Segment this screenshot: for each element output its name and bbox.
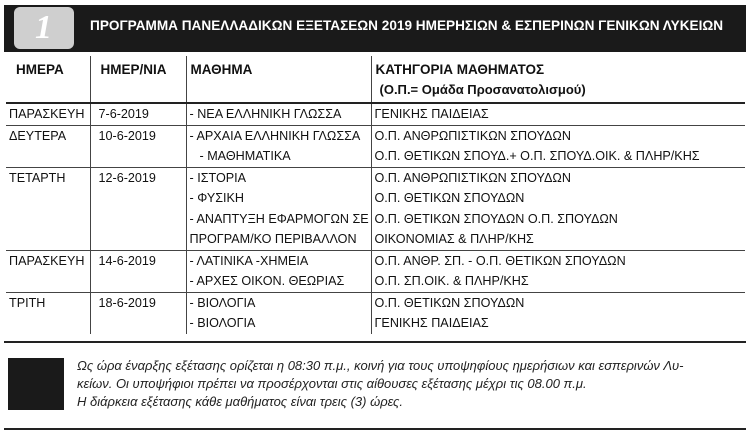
note-line: Η διάρκεια εξέτασης κάθε μαθήματος είναι τρεις (3) ώρες. bbox=[77, 394, 403, 409]
subject-line: - ΒΙΟΛΟΓΙΑ bbox=[189, 316, 256, 330]
note-line: Ως ώρα έναρξης εξέτασης ορίζεται η 08:30 π.μ., κοινή για τους υποψηφίους ημερήσιων και εσπερινών Λυ- bbox=[77, 358, 684, 373]
exam-schedule-table bbox=[6, 56, 745, 334]
date-cell: 12-6-2019 bbox=[90, 167, 186, 250]
note-marker-box bbox=[8, 358, 64, 410]
column-header-category bbox=[371, 56, 745, 103]
subject-line: - ΜΑΘΗΜΑΤΙΚΑ bbox=[199, 149, 291, 163]
date-cell: 7-6-2019 bbox=[90, 103, 186, 125]
header-band bbox=[4, 5, 746, 52]
schedule-title: ΠΡΟΓΡΑΜΜΑ ΠΑΝΕΛΛΑΔΙΚΩΝ ΕΞΕΤΑΣΕΩΝ 2019 ΗΜΕΡΗΣΙΩΝ & ΕΣΠΕΡΙΝΩΝ ΓΕΝΙΚΩΝ ΛΥΚΕΙΩΝ bbox=[90, 18, 724, 33]
subject-cell bbox=[186, 167, 371, 250]
subject-line: - ΙΣΤΟΡΙΑ bbox=[189, 170, 247, 185]
day-cell: ΤΕΤΑΡΤΗ bbox=[6, 167, 90, 250]
date-cell: 18-6-2019 bbox=[90, 292, 186, 334]
exam-time-note bbox=[77, 357, 739, 411]
subject-line: - ΒΙΟΛΟΓΙΑ bbox=[189, 295, 256, 310]
subject-cell bbox=[186, 250, 371, 292]
day-cell: ΤΡΙΤΗ bbox=[6, 292, 90, 334]
subject-line: - ΑΝΑΠΤΥΞΗ ΕΦΑΡΜΟΓΩΝ ΣΕ bbox=[189, 211, 369, 226]
category-line: Ο.Π. ΑΝΘΡΩΠΙΣΤΙΚΩΝ ΣΠΟΥΔΩΝ bbox=[374, 170, 571, 185]
category-header-note: (Ο.Π.= Ομάδα Προσανατολισμού) bbox=[379, 82, 586, 97]
category-line: Ο.Π. ΘΕΤΙΚΩΝ ΣΠΟΥΔΩΝ Ο.Π. ΣΠΟΥΔΩΝ bbox=[374, 211, 618, 226]
category-cell bbox=[371, 103, 745, 125]
category-line: Ο.Π. ΘΕΤΙΚΩΝ ΣΠΟΥΔΩΝ bbox=[374, 191, 525, 205]
bottom-divider bbox=[4, 428, 746, 430]
note-line: κείων. Οι υποψήφιοι πρέπει να προσέρχονται στις αίθουσες εξέτασης μέχρι τις 08.00 π.μ. bbox=[77, 376, 587, 391]
subject-line: - ΛΑΤΙΝΙΚΑ -ΧΗΜΕΙΑ bbox=[189, 253, 309, 268]
category-cell bbox=[371, 292, 745, 334]
table-row bbox=[6, 103, 745, 125]
subject-cell bbox=[186, 125, 371, 167]
subject-line: - ΑΡΧΕΣ ΟΙΚΟΝ. ΘΕΩΡΙΑΣ bbox=[189, 274, 345, 288]
category-line: Ο.Π. ΘΕΤΙΚΩΝ ΣΠΟΥΔΩΝ bbox=[374, 295, 525, 310]
category-cell bbox=[371, 250, 745, 292]
subject-line: - ΑΡΧΑΙΑ ΕΛΛΗΝΙΚΗ ΓΛΩΣΣΑ bbox=[189, 128, 361, 143]
category-header-label: ΚΑΤΗΓΟΡΙΑ ΜΑΘΗΜΑΤΟΣ bbox=[375, 62, 545, 77]
category-line: Ο.Π. ΘΕΤΙΚΩΝ ΣΠΟΥΔ.+ Ο.Π. ΣΠΟΥΔ.ΟΙΚ. & ΠΛΗΡ/ΚΗΣ bbox=[374, 149, 700, 163]
table-row bbox=[6, 250, 745, 292]
date-cell: 14-6-2019 bbox=[90, 250, 186, 292]
table-row bbox=[6, 125, 745, 167]
column-header-subject: ΜΑΘΗΜΑ bbox=[186, 56, 371, 103]
date-cell: 10-6-2019 bbox=[90, 125, 186, 167]
subject-cell bbox=[186, 292, 371, 334]
category-cell bbox=[371, 125, 745, 167]
day-cell: ΠΑΡΑΣΚΕΥΗ bbox=[6, 250, 90, 292]
category-line: ΟΙΚΟΝΟΜΙΑΣ & ΠΛΗΡ/ΚΗΣ bbox=[374, 232, 534, 246]
day-cell: ΔΕΥΤΕΡΑ bbox=[6, 125, 90, 167]
category-line: ΓΕΝΙΚΗΣ ΠΑΙΔΕΙΑΣ bbox=[374, 316, 489, 330]
category-line: Ο.Π. ΑΝΘΡ. ΣΠ. - Ο.Π. ΘΕΤΙΚΩΝ ΣΠΟΥΔΩΝ bbox=[374, 253, 626, 268]
table-header-row bbox=[6, 56, 745, 103]
note-divider bbox=[4, 341, 746, 343]
section-number-badge: 1 bbox=[14, 7, 74, 49]
subject-line: - ΦΥΣΙΚΗ bbox=[189, 191, 245, 205]
category-line: Ο.Π. ΑΝΘΡΩΠΙΣΤΙΚΩΝ ΣΠΟΥΔΩΝ bbox=[374, 128, 571, 143]
column-header-day: ΗΜΕΡΑ bbox=[6, 56, 90, 103]
subject-line: - ΝΕΑ ΕΛΛΗΝΙΚΗ ΓΛΩΣΣΑ bbox=[189, 107, 342, 121]
category-line: Ο.Π. ΣΠ.ΟΙΚ. & ΠΛΗΡ/ΚΗΣ bbox=[374, 274, 529, 288]
table-row bbox=[6, 167, 745, 250]
subject-cell bbox=[186, 103, 371, 125]
column-header-date: ΗΜΕΡ/ΝΙΑ bbox=[90, 56, 186, 103]
table-row bbox=[6, 292, 745, 334]
category-cell bbox=[371, 167, 745, 250]
category-line: ΓΕΝΙΚΗΣ ΠΑΙΔΕΙΑΣ bbox=[374, 107, 489, 121]
day-cell: ΠΑΡΑΣΚΕΥΗ bbox=[6, 103, 90, 125]
subject-line: ΠΡΟΓΡΑΜ/ΚΟ ΠΕΡΙΒΑΛΛΟΝ bbox=[189, 232, 357, 246]
